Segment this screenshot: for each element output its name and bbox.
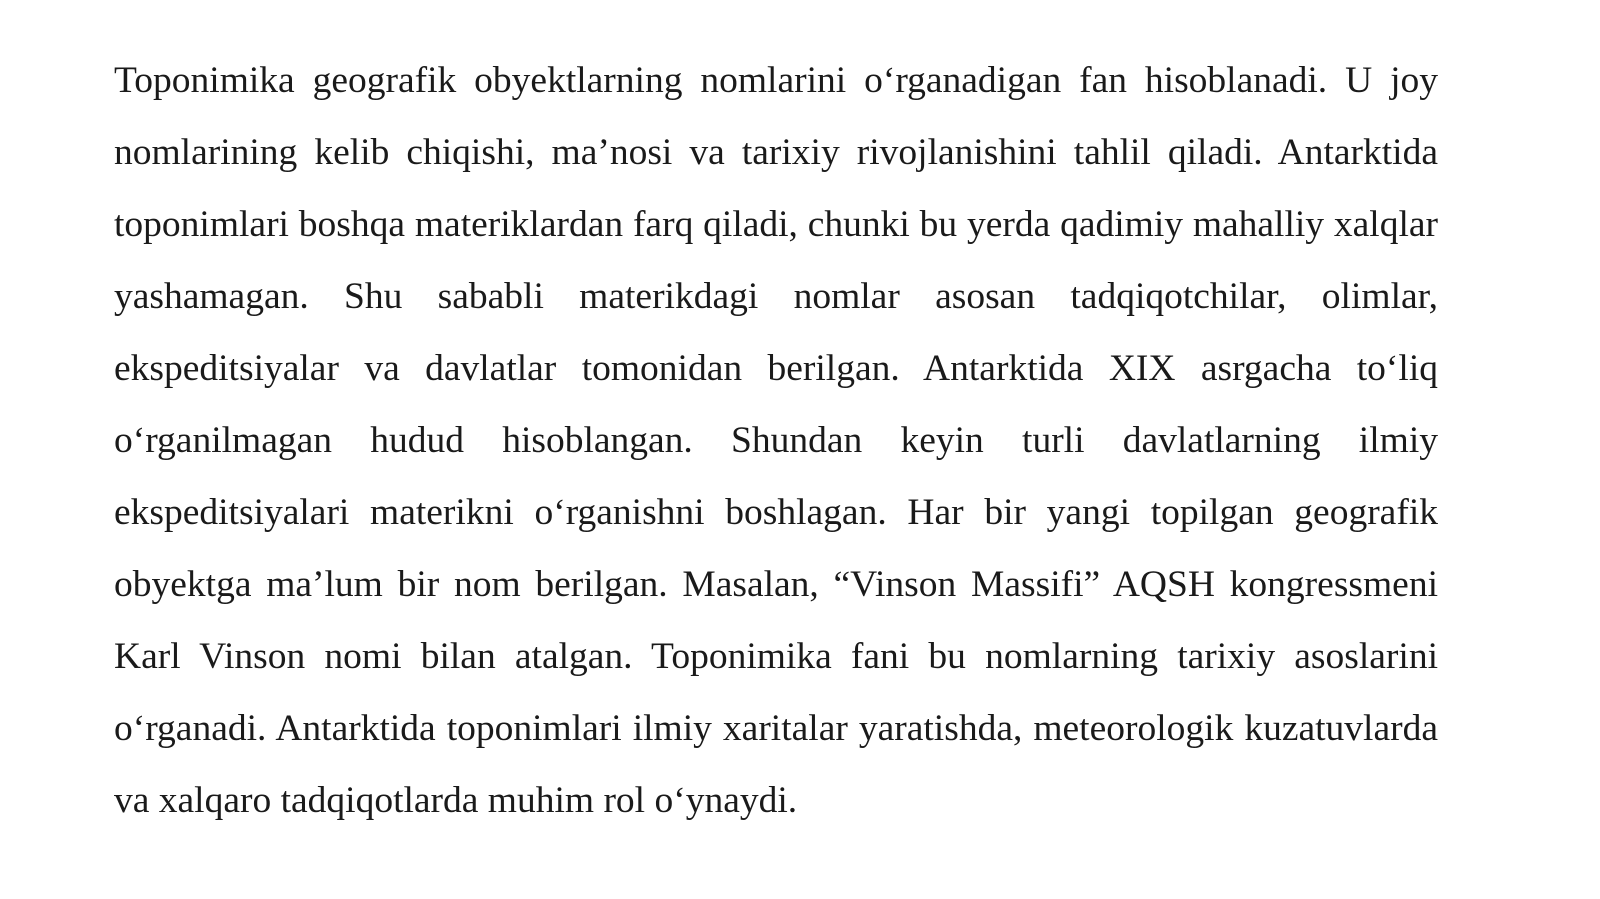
body-paragraph: Toponimika geografik obyektlarning nomlarini o‘rganadigan fan hisoblanadi. U joy nomlarining kelib chiqishi, ma’nosi va tarixiy rivojlanishini tahlil qiladi. Antarktida toponimlari boshqa materiklardan farq qiladi, chunki bu yerda qadimiy mahalliy xalqlar yashamagan. Shu sababli materikdagi nomlar asosan tadqiqotchilar, olimlar, ekspeditsiyalar va davlatlar tomonidan berilgan. Antarktida XIX asrgacha to‘liq o‘rganilmagan hudud hisoblangan. Shundan keyin turli davlatlarning ilmiy ekspeditsiyalari materikni o‘rganishni boshlagan. Har bir yangi topilgan geografik obyektga ma’lum bir nom berilgan. Masalan, “Vinson Massifi” AQSH kongressmeni Karl Vinson nomi bilan atalgan. Toponimika fani bu nomlarning tarixiy asoslarini o‘rganadi. Antarktida toponimlari ilmiy xaritalar yaratishda, meteorologik kuzatuvlarda va xalqaro tadqiqotlarda muhim rol o‘ynaydi. <box>114 60 1438 821</box>
